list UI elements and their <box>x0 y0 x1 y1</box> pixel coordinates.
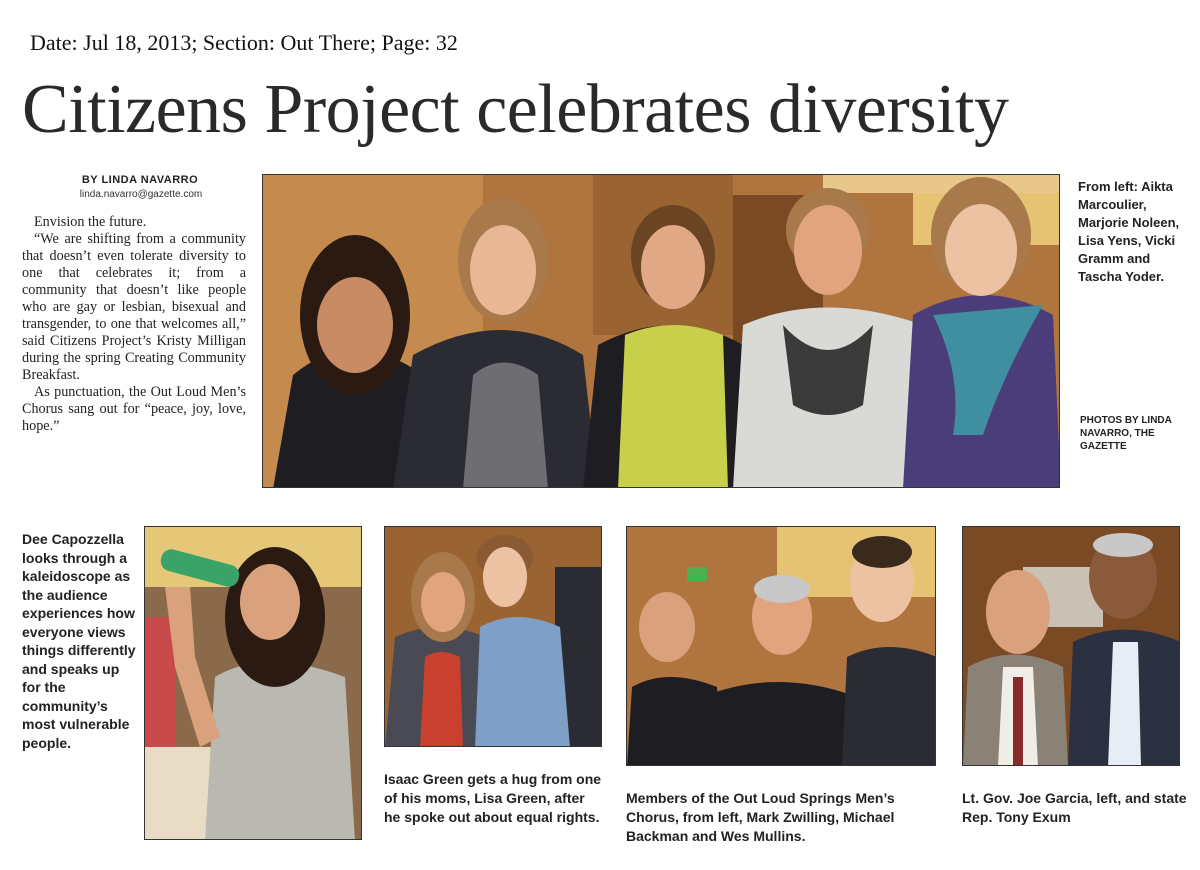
story-paragraph: Envision the future. <box>34 214 147 230</box>
dee-kaleidoscope-photo <box>144 526 362 840</box>
dateline: Date: Jul 18, 2013; Section: Out There; Page: 32 <box>30 30 458 55</box>
dee-photo-caption: Dee Capozzella looks through a kaleidoscope as the audience experiences how everyone views things differently and speaks up for the community’s most vulnerable people. <box>22 531 136 751</box>
isaac-photo-caption: Isaac Green gets a hug from one of his moms, Lisa Green, after he spoke out about equal rights. <box>384 771 602 825</box>
byline-email[interactable]: linda.navarro@gazette.com <box>79 189 203 200</box>
byline: BY LINDA NAVARRO <box>81 174 199 186</box>
lt-gov-photo-caption: Lt. Gov. Joe Garcia, left, and state Rep. Tony Exum <box>962 790 1187 825</box>
photo-credit: PHOTOS BY LINDA NAVARRO, THE GAZETTE <box>1080 415 1172 452</box>
main-photo-caption: From left: Aikta Marcoulier, Marjorie Noleen, Lisa Yens, Vicki Gramm and Tascha Yoder. <box>1078 179 1180 284</box>
story-paragraph: As punctuation, the Out Loud Men’s Chorus sang out for “peace, joy, love, hope.” <box>22 384 246 434</box>
story-body <box>22 214 246 435</box>
lt-gov-photo <box>962 526 1180 766</box>
isaac-hug-photo <box>384 526 602 747</box>
chorus-members-photo <box>626 526 936 766</box>
headline: Citizens Project celebrates diversity <box>22 71 1009 148</box>
main-group-photo <box>262 174 1060 488</box>
story-paragraph: “We are shifting from a community that doesn’t even tolerate diversity to one that celebrates it; from a community that doesn’t like people who are gay or lesbian, bisexual and transgender, to one that welcomes all,” said Citizens Project’s Kristy Milligan during the spring Creating Community Breakfast. <box>22 231 246 383</box>
members-photo-caption: Members of the Out Loud Springs Men’s Chorus, from left, Mark Zwilling, Michael Backman and Wes Mullins. <box>626 790 895 844</box>
